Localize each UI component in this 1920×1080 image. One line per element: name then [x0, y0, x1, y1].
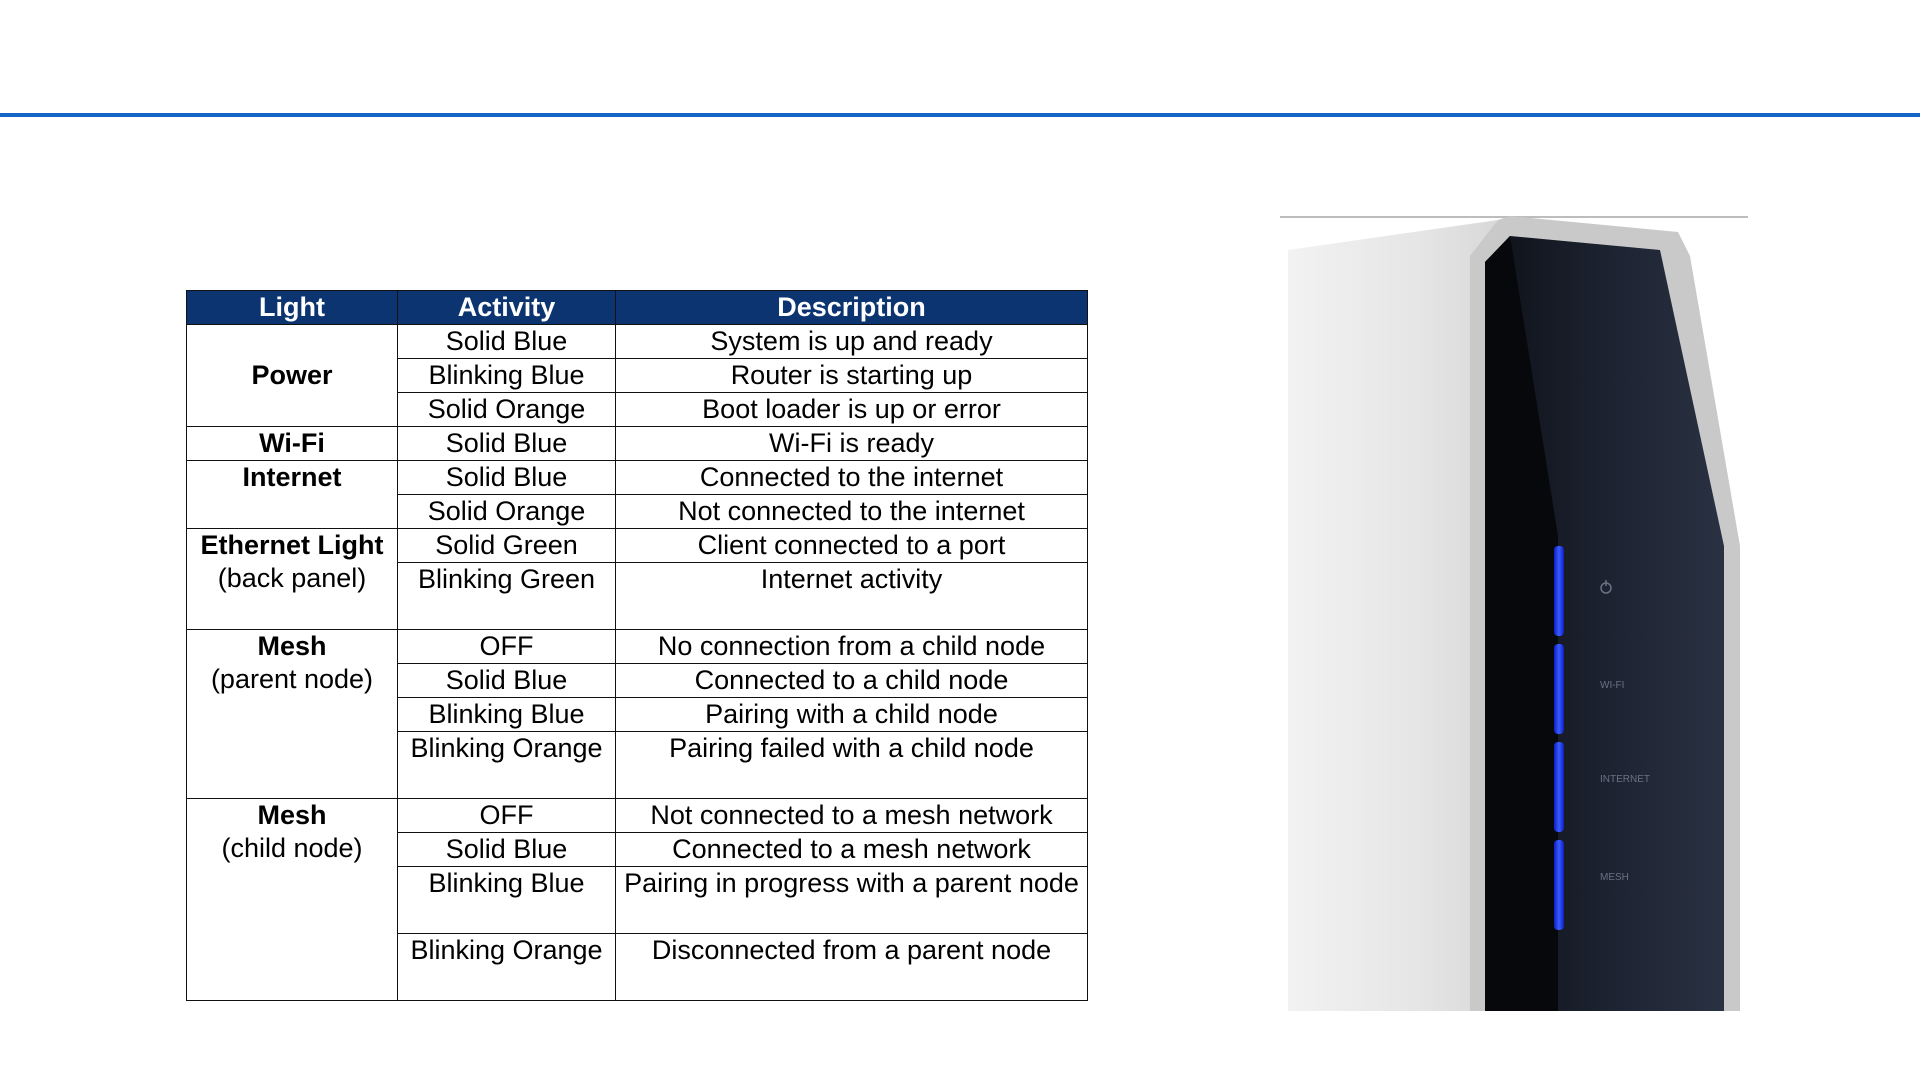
- column-header-description: Description: [616, 291, 1088, 325]
- header-divider-line: [0, 113, 1920, 117]
- light-subtitle: (child node): [221, 833, 363, 863]
- activity-cell: Blinking Orange: [398, 934, 616, 1001]
- activity-cell: Blinking Blue: [398, 867, 616, 934]
- light-cell-mesh-parent: [187, 630, 398, 799]
- activity-cell: Solid Blue: [398, 461, 616, 495]
- table-row: [187, 799, 1088, 833]
- light-cell-wifi: [187, 427, 398, 461]
- activity-cell: OFF: [398, 799, 616, 833]
- description-cell: Pairing in progress with a parent node: [616, 867, 1088, 934]
- activity-cell: Solid Blue: [398, 427, 616, 461]
- table-row: [187, 529, 1088, 563]
- light-name: Wi-Fi: [259, 428, 325, 458]
- description-cell: No connection from a child node: [616, 630, 1088, 664]
- router-illustration: [1280, 216, 1748, 1011]
- description-cell: Pairing failed with a child node: [616, 732, 1088, 799]
- activity-cell: Solid Orange: [398, 495, 616, 529]
- column-header-light: Light: [187, 291, 398, 325]
- router-product-image: [1280, 216, 1748, 1011]
- activity-cell: Blinking Green: [398, 563, 616, 630]
- description-cell: Connected to the internet: [616, 461, 1088, 495]
- wifi-label: WI-FI: [1600, 680, 1625, 691]
- internet-label: INTERNET: [1600, 774, 1650, 785]
- led-status-table: [186, 290, 1088, 1001]
- activity-cell: Solid Blue: [398, 833, 616, 867]
- description-cell: Disconnected from a parent node: [616, 934, 1088, 1001]
- light-cell-mesh-child: [187, 799, 398, 1001]
- description-cell: Connected to a child node: [616, 664, 1088, 698]
- wifi-led: [1554, 644, 1564, 734]
- activity-cell: Solid Blue: [398, 664, 616, 698]
- light-name: Ethernet Light: [200, 530, 384, 560]
- activity-cell: Solid Green: [398, 529, 616, 563]
- activity-cell: Blinking Orange: [398, 732, 616, 799]
- description-cell: Wi-Fi is ready: [616, 427, 1088, 461]
- column-header-activity: Activity: [398, 291, 616, 325]
- light-cell-ethernet: [187, 529, 398, 630]
- internet-led: [1554, 742, 1564, 832]
- light-name: Internet: [242, 462, 342, 492]
- power-led: [1554, 546, 1564, 636]
- description-cell: Internet activity: [616, 563, 1088, 630]
- table-row: [187, 325, 1088, 359]
- description-cell: Pairing with a child node: [616, 698, 1088, 732]
- activity-cell: Blinking Blue: [398, 698, 616, 732]
- light-cell-power: [187, 325, 398, 427]
- description-cell: Not connected to a mesh network: [616, 799, 1088, 833]
- description-cell: Router is starting up: [616, 359, 1088, 393]
- router-side-panel: [1288, 220, 1500, 1011]
- light-name: Power: [251, 360, 333, 390]
- table-row: [187, 461, 1088, 495]
- light-name: Mesh: [257, 800, 327, 830]
- table-row: [187, 630, 1088, 664]
- mesh-label: MESH: [1600, 872, 1629, 883]
- description-cell: Boot loader is up or error: [616, 393, 1088, 427]
- light-subtitle: (parent node): [210, 664, 374, 694]
- light-subtitle: (back panel): [217, 563, 367, 593]
- mesh-led: [1554, 840, 1564, 930]
- description-cell: Not connected to the internet: [616, 495, 1088, 529]
- activity-cell: OFF: [398, 630, 616, 664]
- description-cell: Client connected to a port: [616, 529, 1088, 563]
- description-cell: Connected to a mesh network: [616, 833, 1088, 867]
- activity-cell: Solid Orange: [398, 393, 616, 427]
- activity-cell: Solid Blue: [398, 325, 616, 359]
- table-row: [187, 427, 1088, 461]
- description-cell: System is up and ready: [616, 325, 1088, 359]
- table-header-row: [187, 291, 1088, 325]
- light-name: Mesh: [257, 631, 327, 661]
- light-cell-internet: [187, 461, 398, 529]
- activity-cell: Blinking Blue: [398, 359, 616, 393]
